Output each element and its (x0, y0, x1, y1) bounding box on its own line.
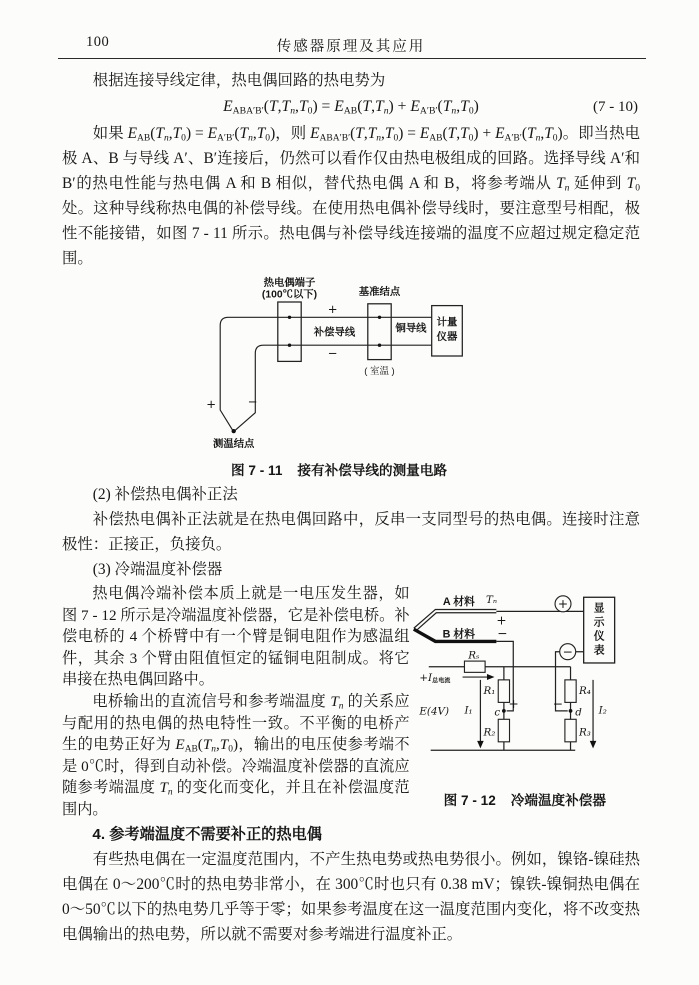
junction-dot (378, 343, 381, 346)
equation-7-10 (62, 94, 640, 120)
resistor-r3-label: R₃ (578, 726, 591, 739)
figure-7-12 (410, 583, 640, 821)
item3-title: (3) 冷端温度补偿器 (92, 561, 223, 578)
node-c-dot (502, 709, 506, 713)
thermocouple-terminal-label: 热电偶端子 (263, 277, 316, 289)
equation-number: (7 - 10) (593, 99, 638, 115)
current-i1-label: I₁ (464, 704, 473, 717)
fig12-labels (418, 594, 607, 738)
minus-sign-node-d: − (552, 697, 563, 712)
tn-label: Tₙ (485, 593, 497, 606)
resistor-rs (464, 661, 485, 672)
display-instrument-label: 显示仪表 (593, 602, 605, 657)
page-number: 100 (86, 34, 110, 50)
resistor-r2-label: R₂ (483, 726, 496, 739)
current-i2-arrowhead (590, 741, 597, 749)
negative-terminal-sign: − (562, 644, 573, 659)
page-body (62, 68, 640, 947)
voltage-source-label: E(4V) (419, 705, 449, 718)
figure-7-11-drawing (132, 275, 546, 455)
junction-dot (288, 343, 291, 346)
figure-7-12-drawing (410, 586, 640, 785)
node-d-dot (568, 709, 572, 713)
minus-sign-b: − (497, 626, 508, 641)
instrument-box (432, 306, 463, 356)
figure-7-12-title: 冷端温度补偿器 (510, 793, 606, 808)
item2-body: 补偿热电偶补正法就是在热电偶回路中，反串一支同型号的热电偶。连接时注意极性：正接正，负接负。 (62, 511, 640, 553)
measuring-junction-label: 测温结点 (213, 438, 255, 450)
thermocouple-terminal-box (278, 302, 301, 361)
figure-7-11-caption (114, 461, 564, 481)
figure-7-12-caption (410, 791, 640, 811)
compensation-wire-label: 补偿导线 (313, 327, 356, 339)
total-current-label: +I总电流 (419, 671, 451, 685)
resistor-r4-label: R₄ (578, 684, 591, 697)
resistor-r1-label: R₁ (483, 684, 496, 697)
text-figure-row (62, 583, 640, 821)
room-temperature-label: ( 室温 ) (364, 366, 395, 377)
current-i2-label: I₂ (598, 704, 607, 717)
plus-sign-a: + (496, 613, 507, 628)
fig11-labels (206, 276, 458, 450)
instrument-label-line2: 仪器 (436, 331, 458, 343)
node-d-label: d (575, 706, 582, 719)
minus-sign-junction: − (247, 394, 258, 409)
minus-sign-bottom-wire: − (327, 345, 338, 360)
material-a-label: A 材料 (442, 595, 475, 608)
node-c-label: c (494, 706, 500, 719)
column-text (62, 583, 410, 821)
resistor-rs-label: Rₛ (468, 649, 480, 662)
header-title: 传感器原理及其应用 (276, 39, 426, 55)
header-rule (58, 58, 646, 59)
figure-7-11-title: 接有补偿导线的测量电路 (297, 463, 447, 478)
section4-body: 有些热电偶在一定温度范围内，不产生热电势或热电势很小。例如，镍铬-镍硅热电偶在 0～200℃时的热电势非常小，在 300℃时也只有 0.38 mV；镍铁-镍铜热电偶在 0～50℃以下的热电势几乎等于零；如果参考温度在这一温度范围内变化，将不改变热电偶输出的热电势，所以就不需要对参考端进行温度补正。 (62, 850, 640, 943)
paragraph-compensator-1: 热电偶冷端补偿本质上就是一电压发生器，如图 7 - 12 所示是冷端温度补偿器，它是补偿电桥。补偿电桥的 4 个桥臂中有一个臂是铜电阻作为感温组件，其余 3 个臂由阻值恒定的锰铜电阻制成。将它串接在热电偶回路中。 (62, 585, 410, 689)
resistor-r2 (498, 719, 509, 742)
page-header (62, 30, 640, 54)
equation-body: $E_{ABA'B'}(T,T_n,T_0) = E_{AB}(T,T_n) + E_{A'B'}(T_n,T_0)$ (223, 98, 479, 117)
reference-junction-box (368, 304, 391, 360)
reference-junction-label: 基准结点 (358, 286, 401, 298)
paragraph-compensator-2: 电桥输出的直流信号和参考端温度 $T_n$ 的关系应与配用的热电偶的热电特性一致。不平衡的电桥产生的电势正好为 $E_{AB}(T_n,T_0)$，输出的电压使参考端不是 0℃时，得到自动补偿。冷端温度补偿器的直流应随参考端温度 $T_n$ 的变化而变化，并且在补偿温度范围内。 (62, 692, 410, 818)
plus-sign-node-c: + (508, 697, 519, 712)
total-current-arrowhead (487, 674, 495, 680)
item2-title: (2) 补偿热电偶补正法 (92, 486, 238, 503)
paragraph-main: 如果 $E_{AB}(T_n,T_0) = E_{A'B'}(T_n,T_0)$，则 $E_{ABA'B'}(T,T_n,T_0) = E_{AB}(T,T_0) + E_{A'B'}(T_n,T_0)$。即当热电极 A、B 与导线 A′、B′连接后，仍然可以看作仅由热电极组成的回路。选择导线 A′和 B′的热电性能与热电偶 A 和 B 相似，替代热电偶 A 和 B，将参考端从 $T_n$ 延伸到 $T_0$ 处。这种导线称热电偶的补偿导线。在使用热电偶补偿导线时，要注意型号相配，极性不能接错，如图 7 - 11 所示。热电偶与补偿导线连接端的温度不应超过规定稳定范围。 (62, 125, 640, 267)
copper-wire-label: 铜导线 (395, 323, 427, 335)
plus-sign-junction: + (206, 397, 217, 412)
current-i1-arrowhead (477, 741, 484, 749)
resistor-r3 (565, 719, 576, 742)
figure-7-11-number: 图 7 - 11 (231, 463, 283, 478)
fig11-junction-dots (232, 316, 382, 434)
terminal-temperature-label: (100℃以下) (261, 289, 318, 301)
fig12-terminals (555, 596, 576, 660)
paragraph-intro: 根据连接导线定律，热电偶回路的热电势为 (92, 72, 386, 89)
junction-dot (378, 316, 381, 319)
instrument-label-line1: 计量 (436, 317, 458, 329)
material-b-label: B 材料 (442, 628, 475, 641)
section4-heading: 4. 参考端温度不需要补正的热电偶 (92, 825, 322, 843)
resistor-r4 (565, 680, 576, 703)
figure-7-11 (114, 275, 564, 481)
figure-7-12-number: 图 7 - 12 (443, 793, 496, 808)
plus-sign-top-wire: + (327, 301, 338, 316)
fig11-boxes (278, 302, 463, 361)
positive-terminal-sign: + (557, 597, 568, 612)
measuring-junction-dot (232, 429, 236, 433)
junction-dot (288, 316, 291, 319)
